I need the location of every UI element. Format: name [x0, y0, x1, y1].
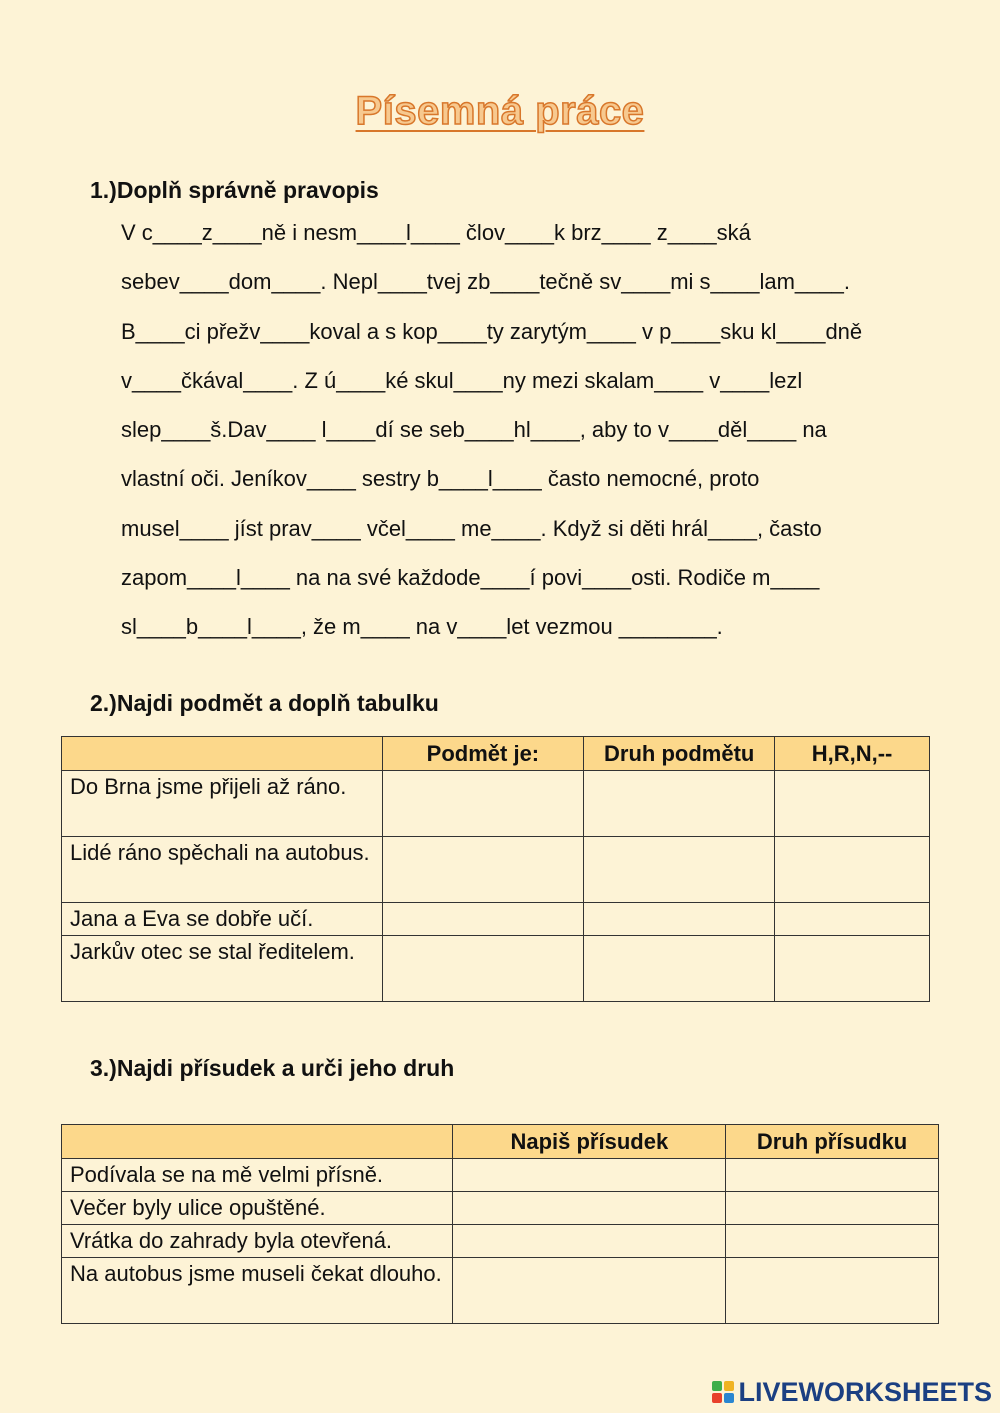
- fill-line: slep____š.Dav____ l____dí se seb____hl____, aby to v____děl____ na: [121, 417, 827, 443]
- table-row: [62, 903, 930, 936]
- fill-line: musel____ jíst prav____ včel____ me____. Když si děti hrál____, často: [121, 515, 822, 541]
- column-header: [62, 1125, 453, 1159]
- fill-line: V c____z____ně i nesm____l____ člov____k brz____ z____ská: [121, 220, 751, 245]
- page-title: Písemná práce: [355, 88, 645, 133]
- fill-line: sl____b____l____, že m____ na v____let vezmou ________.: [121, 614, 723, 640]
- answer-cell[interactable]: [726, 1258, 939, 1324]
- subject-table: [61, 736, 930, 1002]
- column-header: H,R,N,--: [775, 737, 930, 771]
- answer-cell[interactable]: [453, 1192, 726, 1225]
- answer-cell[interactable]: [584, 837, 775, 903]
- answer-cell[interactable]: [453, 1225, 726, 1258]
- section2-heading: 2.)Najdi podmět a doplň tabulku: [90, 690, 439, 716]
- table-row: [62, 1225, 939, 1258]
- answer-cell[interactable]: [775, 771, 930, 837]
- predicate-table: [61, 1124, 939, 1324]
- answer-cell[interactable]: [584, 936, 775, 1002]
- table-row: [62, 1258, 939, 1324]
- answer-cell[interactable]: [382, 936, 584, 1002]
- answer-cell[interactable]: [584, 771, 775, 837]
- column-header: Napiš přísudek: [453, 1125, 726, 1159]
- sentence-cell: Jarkův otec se stal ředitelem.: [62, 936, 383, 1002]
- sentence-cell: Do Brna jsme přijeli až ráno.: [62, 771, 383, 837]
- answer-cell[interactable]: [382, 837, 584, 903]
- column-header: Druh podmětu: [584, 737, 775, 771]
- answer-cell[interactable]: [726, 1159, 939, 1192]
- table-header-row: [62, 737, 930, 771]
- liveworksheets-logo: [712, 1375, 992, 1409]
- answer-cell[interactable]: [382, 771, 584, 837]
- table-row: [62, 1192, 939, 1225]
- fill-line: zapom____l____ na na své každode____í povi____osti. Rodiče m____: [121, 565, 820, 591]
- table-row: [62, 771, 930, 837]
- column-header: Podmět je:: [382, 737, 584, 771]
- sentence-cell: Večer byly ulice opuštěné.: [62, 1192, 453, 1225]
- fill-line: v____čkával____. Z ú____ké skul____ny mezi skalam____ v____lezl: [121, 367, 803, 393]
- table-row: [62, 1159, 939, 1192]
- column-header: Druh přísudku: [726, 1125, 939, 1159]
- sentence-cell: Lidé ráno spěchali na autobus.: [62, 837, 383, 903]
- sentence-cell: Podívala se na mě velmi přísně.: [62, 1159, 453, 1192]
- sentence-cell: Jana a Eva se dobře učí.: [62, 903, 383, 936]
- answer-cell[interactable]: [775, 936, 930, 1002]
- table-row: [62, 936, 930, 1002]
- answer-cell[interactable]: [775, 837, 930, 903]
- fill-line: vlastní oči. Jeníkov____ sestry b____l____ často nemocné, proto: [121, 466, 760, 492]
- answer-cell[interactable]: [584, 903, 775, 936]
- logo-mark-icon: [712, 1381, 734, 1403]
- section3-heading: 3.)Najdi přísudek a urči jeho druh: [90, 1055, 455, 1081]
- fill-line: sebev____dom____. Nepl____tvej zb____tečně sv____mi s____lam____.: [121, 269, 850, 295]
- fill-line: B____ci přežv____koval a s kop____ty zarytým____ v p____sku kl____dně: [121, 318, 863, 344]
- answer-cell[interactable]: [382, 903, 584, 936]
- answer-cell[interactable]: [453, 1258, 726, 1324]
- sentence-cell: Vrátka do zahrady byla otevřená.: [62, 1225, 453, 1258]
- logo-text: LIVEWORKSHEETS: [738, 1376, 992, 1407]
- table-row: [62, 837, 930, 903]
- column-header: [62, 737, 383, 771]
- table-header-row: [62, 1125, 939, 1159]
- answer-cell[interactable]: [726, 1192, 939, 1225]
- answer-cell[interactable]: [775, 903, 930, 936]
- answer-cell[interactable]: [453, 1159, 726, 1192]
- fill-in-text: [121, 208, 951, 652]
- section1-heading: 1.)Doplň správně pravopis: [90, 177, 379, 203]
- sentence-cell: Na autobus jsme museli čekat dlouho.: [62, 1258, 453, 1324]
- answer-cell[interactable]: [726, 1225, 939, 1258]
